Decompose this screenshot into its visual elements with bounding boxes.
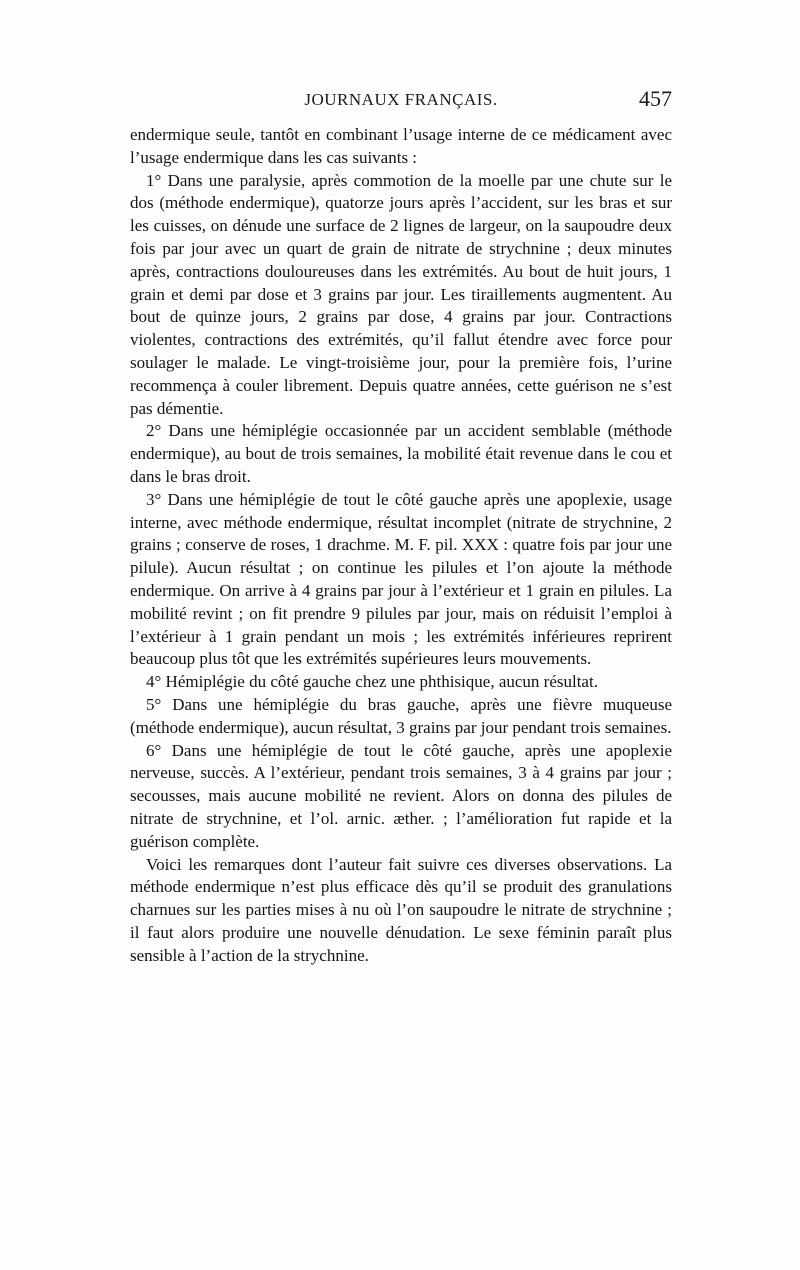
paragraph-case-5: 5° Dans une hémiplégie du bras gauche, après une fièvre muqueuse (méthode endermique), aucun résultat, 3 grains par jour pendant trois semaines. — [130, 694, 672, 737]
running-title: JOURNAUX FRANÇAIS. — [304, 90, 498, 109]
paragraph-case-1: 1° Dans une paralysie, après commotion de la moelle par une chute sur le dos (méthode endermique), quatorze jours après l’accident, sur les bras et sur les cuisses, on dénude une surface de 2 lignes de largeur, on la saupoudre deux fois par jour avec un quart de grain de nitrate de strychnine ; deux minutes après, contractions douloureuses dans les extrémités. Au bout de huit jours, 1 grain et demi par dose et 3 grains par jour. Les tiraillements augmentent. Au bout de quinze jours, 2 grains par dose, 4 grains par jour. Contractions violentes, contractions des extrémités, qu’il fallut étendre avec force pour soulager le malade. Le vingt-troisième jour, pour la première fois, l’urine recommença à couler librement. Depuis quatre années, cette guérison ne s’est pas démentie. — [130, 170, 672, 418]
paragraph-continuation: endermique seule, tantôt en combinant l’usage interne de ce médicament avec l’usage endermique dans les cas suivants : — [130, 125, 672, 167]
paragraph-remarks: Voici les remarques dont l’auteur fait suivre ces diverses observations. La méthode endermique n’est plus efficace dès qu’il se produit des granulations charnues sur les parties mises à nu où l’on saupoudre le nitrate de strychnine ; il faut alors produire une nouvelle dénudation. Le sexe féminin paraît plus sensible à l’action de la strychnine. — [130, 854, 672, 965]
running-head — [130, 86, 672, 114]
paragraph-case-6: 6° Dans une hémiplégie de tout le côté gauche, après une apoplexie nerveuse, succès. A l’extérieur, pendant trois semaines, 3 à 4 grains par jour ; secousses, mais aucune mobilité ne revient. Alors on donna des pilules de nitrate de strychnine, et l’ol. arnic. æther. ; l’amélioration fut rapide et la guérison complète. — [130, 740, 672, 851]
paragraph-case-2: 2° Dans une hémiplégie occasionnée par un accident semblable (méthode endermique), au bout de trois semaines, la mobilité était revenue dans le cou et dans le bras droit. — [130, 421, 672, 486]
paragraph-case-4: 4° Hémiplégie du côté gauche chez une phthisique, aucun résultat. — [146, 672, 598, 692]
paragraph-case-3: 3° Dans une hémiplégie de tout le côté gauche après une apoplexie, usage interne, avec méthode endermique, résultat incomplet (nitrate de strychnine, 2 grains ; conserve de roses, 1 drachme. M. F. pil. XXX : quatre fois par jour une pilule). Aucun résultat ; on continue les pilules et l’on ajoute la méthode endermique. On arrive à 4 grains par jour à l’extérieur et 1 grain en pilules. La mobilité revint ; on fit prendre 9 pilules par jour, mais on réduisit l’emploi à l’extérieur à 1 grain pendant un mois ; les extrémités inférieures reprirent beaucoup plus tôt que les extrémités supérieures leurs mouvements. — [130, 489, 672, 669]
body-text — [130, 124, 672, 967]
page-number: 457 — [639, 86, 672, 111]
